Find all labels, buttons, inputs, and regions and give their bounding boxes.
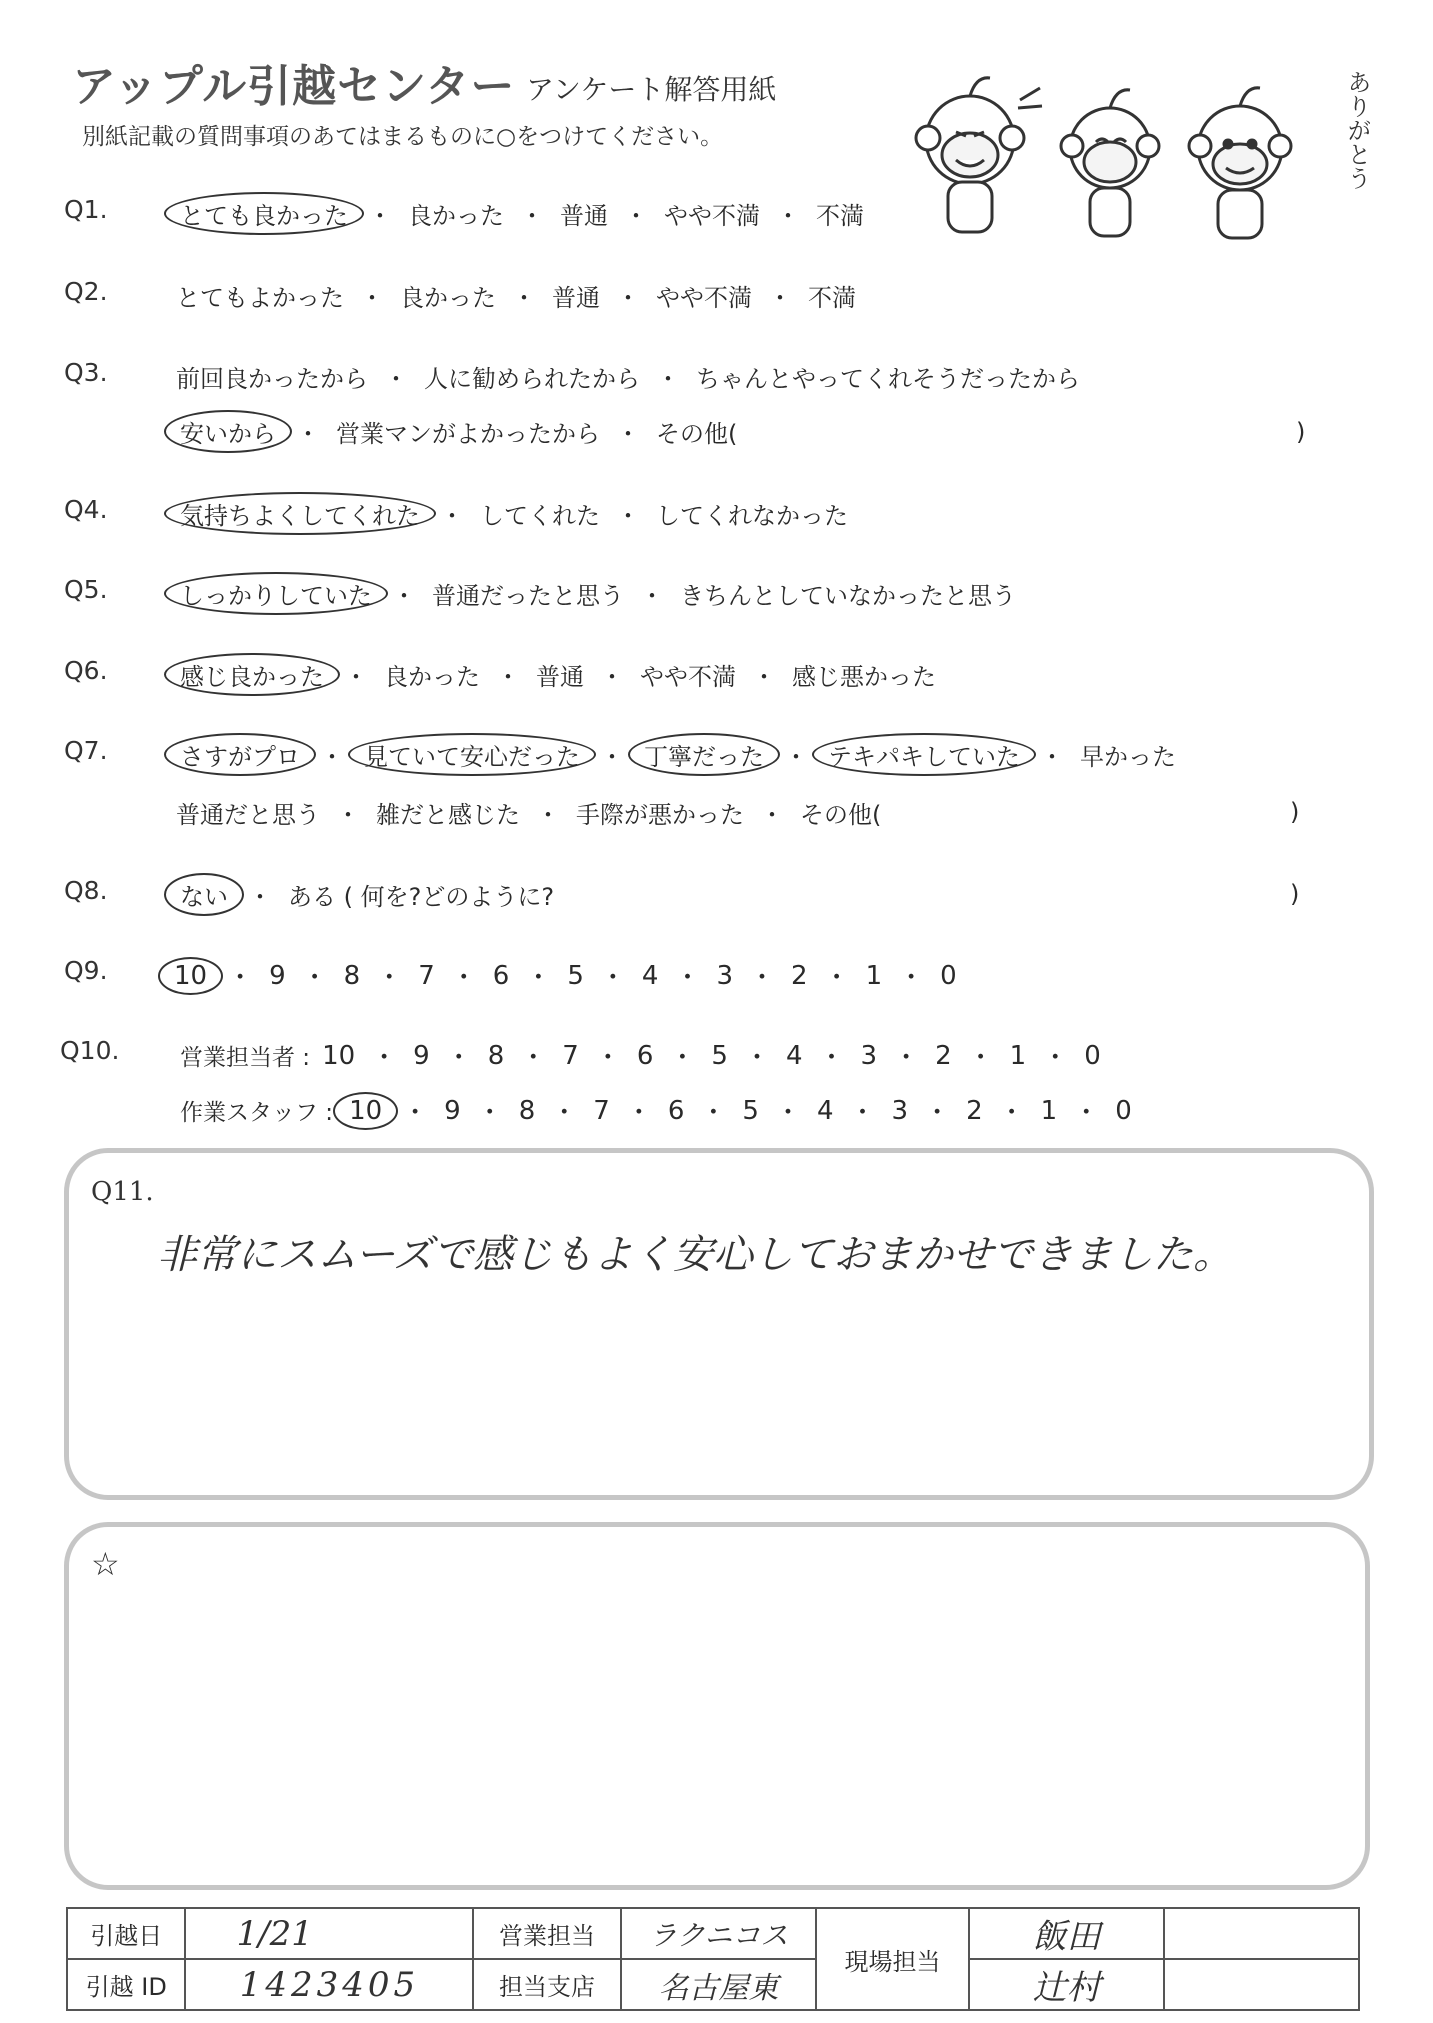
q5-option-3[interactable]: きちんとしていなかったと思う	[680, 582, 1016, 610]
q11-answer-text: 非常にスムーズで感じもよく安心しておまかせできました。	[157, 1232, 1233, 1278]
q5-label: Q5.	[64, 575, 108, 604]
q10-staff-option-6[interactable]: 6	[667, 1095, 685, 1126]
comment-box[interactable]	[64, 1522, 1370, 1890]
q2-label: Q2.	[64, 277, 108, 306]
branch-label: 担当支店	[473, 1959, 620, 2010]
q10-staff-option-2[interactable]: 2	[966, 1095, 983, 1126]
q5-option-2[interactable]: 普通だったと思う	[432, 582, 624, 610]
q10-staff-option-10[interactable]: 10	[333, 1092, 398, 1130]
q8-label: Q8.	[64, 876, 108, 905]
q2-option-1[interactable]: とてもよかった	[176, 284, 344, 312]
q1-option-3[interactable]: 普通	[560, 202, 608, 230]
q3-option-3[interactable]: ちゃんとやってくれそうだったから	[696, 365, 1080, 393]
thanks-text: ありがとう	[1343, 70, 1371, 190]
move-date-label: 引越日	[67, 1908, 185, 1959]
q3-other-close: )	[1296, 418, 1306, 446]
q10-sales-option-5[interactable]: 5	[711, 1040, 728, 1071]
q10-sales-option-4[interactable]: 4	[785, 1040, 803, 1071]
site-staff-2: 辻村	[969, 1959, 1165, 2010]
q9-option-3[interactable]: 3	[716, 960, 734, 991]
q10-sales-option-9[interactable]: 9	[413, 1040, 430, 1071]
q10-sales-option-2[interactable]: 2	[935, 1040, 952, 1071]
q10-label: Q10.	[60, 1036, 120, 1065]
q10-staff-option-3[interactable]: 3	[891, 1095, 909, 1126]
q4-option-1[interactable]: 気持ちよくしてくれた	[164, 492, 436, 535]
q7-option-other[interactable]: その他(	[800, 801, 882, 829]
q10-staff-option-7[interactable]: 7	[593, 1095, 610, 1126]
sales-label: 営業担当	[473, 1908, 620, 1959]
q9-label: Q9.	[64, 956, 108, 985]
q3-option-2[interactable]: 人に勧められたから	[424, 365, 640, 393]
q9-options: 10 ・ 9 ・ 8 ・ 7 ・ 6 ・ 5 ・ 4 ・ 3 ・ 2 ・ 1 ・ 0	[164, 957, 963, 994]
company-name: アップル引越センター	[72, 61, 516, 112]
blank-cell-1	[1164, 1908, 1359, 1959]
q3-label: Q3.	[64, 358, 108, 387]
q6-option-3[interactable]: 普通	[536, 663, 584, 691]
q1-option-2[interactable]: 良かった	[408, 202, 504, 230]
footer-info-table	[66, 1907, 1360, 2011]
q10-staff-row: 作業スタッフ : 10 ・ 9 ・ 8 ・ 7 ・ 6 ・ 5 ・ 4 ・ 3 ・ 2 ・ 1 ・ 0	[174, 1092, 1138, 1129]
q1-option-5[interactable]: 不満	[816, 202, 864, 230]
q7-options-line1: さすがプロ ・ 見ていて安心だった ・ 丁寧だった ・ テキパキしていた ・ 早かった	[170, 737, 1182, 772]
q7-options-line2: 普通だと思う ・ 雑だと感じた ・ 手際が悪かった ・ その他(	[170, 795, 887, 830]
q6-option-1[interactable]: 感じ良かった	[164, 653, 340, 696]
q10-sales-label: 営業担当者 :	[180, 1045, 311, 1071]
q1-options: とても良かった ・ 良かった ・ 普通 ・ やや不満 ・ 不満	[170, 196, 870, 231]
q3-option-4[interactable]: 安いから	[164, 410, 292, 453]
q4-options: 気持ちよくしてくれた ・ してくれた ・ してくれなかった	[170, 496, 854, 531]
q8-option-1[interactable]: ない	[164, 873, 244, 916]
q8-options: ない ・ ある ( 何を?どのように?	[170, 877, 560, 912]
q9-option-8[interactable]: 8	[343, 960, 361, 991]
site-staff-1: 飯田	[969, 1908, 1165, 1959]
q7-option-3[interactable]: 丁寧だった	[628, 733, 780, 776]
q10-staff-option-8[interactable]: 8	[518, 1095, 536, 1126]
q6-options: 感じ良かった ・ 良かった ・ 普通 ・ やや不満 ・ 感じ悪かった	[170, 657, 942, 692]
star-icon: ☆	[91, 1545, 120, 1583]
q7-option-5[interactable]: 早かった	[1080, 743, 1176, 771]
q9-option-6[interactable]: 6	[492, 960, 510, 991]
q4-label: Q4.	[64, 495, 108, 524]
q2-option-5[interactable]: 不満	[808, 284, 856, 312]
q10-sales-option-0[interactable]: 0	[1084, 1040, 1101, 1071]
q2-option-2[interactable]: 良かった	[400, 284, 496, 312]
q9-option-7[interactable]: 7	[418, 960, 435, 991]
q3-option-5[interactable]: 営業マンがよかったから	[336, 420, 600, 448]
q5-options: しっかりしていた ・ 普通だったと思う ・ きちんとしていなかったと思う	[170, 576, 1022, 611]
q7-option-1[interactable]: さすがプロ	[164, 733, 316, 776]
q1-option-1[interactable]: とても良かった	[164, 192, 364, 235]
q4-option-3[interactable]: してくれなかった	[656, 502, 848, 530]
move-date-value: 1/21	[185, 1908, 473, 1959]
blank-cell-2	[1164, 1959, 1359, 2010]
q7-option-2[interactable]: 見ていて安心だった	[348, 733, 596, 776]
q7-option-6[interactable]: 普通だと思う	[176, 801, 320, 829]
q8-option-2[interactable]: ある ( 何を?どのように?	[288, 883, 555, 911]
q4-option-2[interactable]: してくれた	[480, 502, 600, 530]
q3-option-1[interactable]: 前回良かったから	[176, 365, 368, 393]
q5-option-1[interactable]: しっかりしていた	[164, 572, 388, 615]
form-title: アンケート解答用紙	[526, 73, 777, 106]
q10-staff-option-0[interactable]: 0	[1115, 1095, 1132, 1126]
q8-other-close: )	[1290, 880, 1300, 908]
q3-options-line2: 安いから ・ 営業マンがよかったから ・ その他(	[170, 414, 743, 449]
monkey-mascot-illustration	[890, 60, 1330, 250]
move-id-label: 引越 ID	[67, 1959, 185, 2010]
q10-sales-row: 営業担当者 : 10 ・ 9 ・ 8 ・ 7 ・ 6 ・ 5 ・ 4 ・ 3 ・ 2 ・ 1 ・ 0	[174, 1037, 1107, 1074]
q2-options: とてもよかった ・ 良かった ・ 普通 ・ やや不満 ・ 不満	[170, 278, 862, 313]
q2-option-4[interactable]: やや不満	[656, 284, 752, 312]
q10-sales-option-1[interactable]: 1	[1009, 1040, 1027, 1071]
sales-value: ラクニコス	[621, 1908, 817, 1959]
instruction-text: 別紙記載の質問事項のあてはまるものに○をつけてください。	[82, 124, 724, 150]
q2-option-3[interactable]: 普通	[552, 284, 600, 312]
q10-sales-option-6[interactable]: 6	[636, 1040, 654, 1071]
q9-option-1[interactable]: 1	[865, 960, 883, 991]
q6-option-4[interactable]: やや不満	[640, 663, 736, 691]
q10-staff-option-5[interactable]: 5	[742, 1095, 759, 1126]
q10-sales-option-7[interactable]: 7	[562, 1040, 579, 1071]
q6-option-5[interactable]: 感じ悪かった	[792, 663, 936, 691]
q10-sales-option-10[interactable]: 10	[322, 1040, 356, 1071]
q10-staff-label: 作業スタッフ :	[180, 1100, 334, 1126]
q9-option-9[interactable]: 9	[269, 960, 286, 991]
q6-option-2[interactable]: 良かった	[384, 663, 480, 691]
q10-staff-option-9[interactable]: 9	[444, 1095, 461, 1126]
q9-option-4[interactable]: 4	[641, 960, 659, 991]
q1-label: Q1.	[64, 195, 108, 224]
q10-sales-option-3[interactable]: 3	[860, 1040, 878, 1071]
q10-staff-option-4[interactable]: 4	[816, 1095, 834, 1126]
branch-value: 名古屋東	[621, 1959, 817, 2010]
q6-label: Q6.	[64, 656, 108, 685]
site-staff-label: 現場担当	[816, 1908, 968, 2010]
q9-option-10[interactable]: 10	[158, 957, 223, 995]
q3-options-line1: 前回良かったから ・ 人に勧められたから ・ ちゃんとやってくれそうだったから	[170, 359, 1086, 394]
q7-other-close: )	[1290, 798, 1300, 826]
q3-option-other[interactable]: その他(	[656, 420, 738, 448]
q9-option-2[interactable]: 2	[791, 960, 808, 991]
q11-answer-box[interactable]	[64, 1148, 1374, 1500]
q9-option-5[interactable]: 5	[567, 960, 584, 991]
q7-option-7[interactable]: 雑だと感じた	[376, 801, 520, 829]
q11-label: Q11.	[91, 1177, 154, 1207]
move-id-value: 1423405	[185, 1959, 473, 2010]
q7-option-4[interactable]: テキパキしていた	[812, 733, 1036, 776]
q10-staff-option-1[interactable]: 1	[1040, 1095, 1058, 1126]
q10-sales-option-8[interactable]: 8	[487, 1040, 505, 1071]
q9-option-0[interactable]: 0	[940, 960, 957, 991]
q7-option-8[interactable]: 手際が悪かった	[576, 801, 744, 829]
q7-label: Q7.	[64, 736, 108, 765]
q1-option-4[interactable]: やや不満	[664, 202, 760, 230]
